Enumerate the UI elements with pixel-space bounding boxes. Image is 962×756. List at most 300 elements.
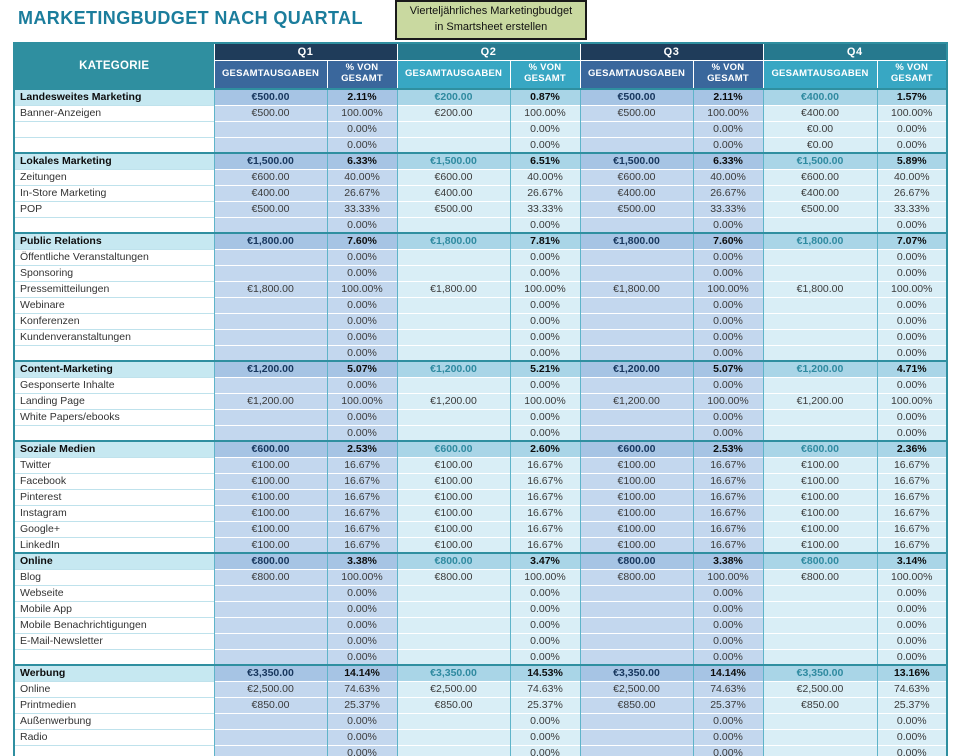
percent-cell[interactable]: 0.00% [693, 729, 763, 745]
q4-gesamtausgaben-header[interactable]: GESAMTAUSGABEN [763, 60, 877, 89]
percent-cell[interactable]: 100.00% [693, 393, 763, 409]
category-cell[interactable]: Webinare [14, 297, 214, 313]
percent-cell[interactable]: 0.00% [877, 137, 947, 153]
amount-cell[interactable] [763, 585, 877, 601]
amount-cell[interactable] [397, 345, 510, 361]
percent-cell[interactable]: 100.00% [327, 281, 397, 297]
percent-cell[interactable]: 7.81% [510, 233, 580, 249]
amount-cell[interactable] [214, 649, 327, 665]
amount-cell[interactable] [397, 729, 510, 745]
percent-cell[interactable]: 25.37% [877, 697, 947, 713]
category-cell[interactable]: Online [14, 553, 214, 569]
amount-cell[interactable]: €500.00 [214, 105, 327, 121]
percent-cell[interactable]: 74.63% [510, 681, 580, 697]
amount-cell[interactable] [397, 265, 510, 281]
percent-cell[interactable]: 33.33% [877, 201, 947, 217]
amount-cell[interactable]: €2,500.00 [214, 681, 327, 697]
amount-cell[interactable] [397, 297, 510, 313]
amount-cell[interactable] [397, 713, 510, 729]
amount-cell[interactable] [397, 649, 510, 665]
amount-cell[interactable] [763, 601, 877, 617]
amount-cell[interactable] [214, 633, 327, 649]
percent-cell[interactable]: 2.11% [327, 89, 397, 105]
amount-cell[interactable]: €1,500.00 [580, 153, 693, 169]
category-cell[interactable]: Online [14, 681, 214, 697]
category-cell[interactable]: Radio [14, 729, 214, 745]
percent-cell[interactable]: 0.00% [693, 633, 763, 649]
percent-cell[interactable]: 0.00% [877, 649, 947, 665]
amount-cell[interactable] [763, 633, 877, 649]
amount-cell[interactable] [580, 585, 693, 601]
percent-cell[interactable]: 16.67% [510, 457, 580, 473]
amount-cell[interactable]: €1,800.00 [580, 233, 693, 249]
percent-cell[interactable]: 100.00% [877, 281, 947, 297]
percent-cell[interactable]: 2.53% [327, 441, 397, 457]
amount-cell[interactable]: €100.00 [763, 457, 877, 473]
amount-cell[interactable]: €400.00 [763, 105, 877, 121]
quarter-header-q1[interactable]: Q1 [214, 43, 397, 60]
percent-cell[interactable]: 5.07% [693, 361, 763, 377]
amount-cell[interactable] [763, 345, 877, 361]
percent-cell[interactable]: 16.67% [877, 505, 947, 521]
amount-cell[interactable] [580, 345, 693, 361]
amount-cell[interactable]: €400.00 [763, 89, 877, 105]
amount-cell[interactable] [580, 265, 693, 281]
category-cell[interactable]: Content-Marketing [14, 361, 214, 377]
percent-cell[interactable]: 0.00% [693, 585, 763, 601]
percent-cell[interactable]: 100.00% [693, 105, 763, 121]
amount-cell[interactable]: €100.00 [397, 505, 510, 521]
amount-cell[interactable]: €1,200.00 [763, 393, 877, 409]
percent-cell[interactable]: 16.67% [877, 537, 947, 553]
percent-cell[interactable]: 0.00% [327, 217, 397, 233]
amount-cell[interactable]: €500.00 [580, 201, 693, 217]
amount-cell[interactable]: €100.00 [214, 521, 327, 537]
amount-cell[interactable]: €600.00 [763, 169, 877, 185]
percent-cell[interactable]: 0.00% [693, 329, 763, 345]
amount-cell[interactable] [214, 409, 327, 425]
category-cell[interactable]: In-Store Marketing [14, 185, 214, 201]
percent-cell[interactable]: 0.00% [877, 377, 947, 393]
category-cell[interactable]: Werbung [14, 665, 214, 681]
percent-cell[interactable]: 26.67% [877, 185, 947, 201]
amount-cell[interactable] [397, 745, 510, 756]
amount-cell[interactable]: €100.00 [214, 537, 327, 553]
category-cell[interactable]: Twitter [14, 457, 214, 473]
amount-cell[interactable] [397, 137, 510, 153]
amount-cell[interactable]: €2,500.00 [397, 681, 510, 697]
amount-cell[interactable] [214, 729, 327, 745]
percent-cell[interactable]: 0.00% [693, 265, 763, 281]
amount-cell[interactable] [397, 121, 510, 137]
category-cell[interactable]: Außenwerbung [14, 713, 214, 729]
percent-cell[interactable]: 0.00% [510, 121, 580, 137]
amount-cell[interactable] [397, 409, 510, 425]
amount-cell[interactable]: €1,800.00 [763, 233, 877, 249]
percent-cell[interactable]: 0.00% [510, 617, 580, 633]
amount-cell[interactable]: €500.00 [214, 89, 327, 105]
percent-cell[interactable]: 0.00% [693, 713, 763, 729]
amount-cell[interactable]: €2,500.00 [580, 681, 693, 697]
percent-cell[interactable]: 0.00% [510, 265, 580, 281]
amount-cell[interactable] [763, 329, 877, 345]
percent-cell[interactable]: 0.00% [510, 249, 580, 265]
percent-cell[interactable]: 100.00% [327, 105, 397, 121]
percent-cell[interactable]: 100.00% [510, 393, 580, 409]
amount-cell[interactable] [580, 425, 693, 441]
percent-cell[interactable]: 2.36% [877, 441, 947, 457]
percent-cell[interactable]: 0.00% [327, 377, 397, 393]
amount-cell[interactable]: €600.00 [580, 441, 693, 457]
category-cell[interactable]: LinkedIn [14, 537, 214, 553]
percent-cell[interactable]: 3.38% [327, 553, 397, 569]
amount-cell[interactable]: €1,800.00 [214, 233, 327, 249]
amount-cell[interactable] [763, 249, 877, 265]
amount-cell[interactable]: €600.00 [214, 441, 327, 457]
category-cell[interactable]: Google+ [14, 521, 214, 537]
percent-cell[interactable]: 0.00% [327, 249, 397, 265]
percent-cell[interactable]: 25.37% [327, 697, 397, 713]
amount-cell[interactable] [580, 409, 693, 425]
category-cell[interactable]: Public Relations [14, 233, 214, 249]
percent-cell[interactable]: 16.67% [510, 505, 580, 521]
percent-cell[interactable]: 0.00% [327, 729, 397, 745]
amount-cell[interactable] [763, 425, 877, 441]
amount-cell[interactable]: €1,800.00 [763, 281, 877, 297]
percent-cell[interactable]: 0.00% [510, 745, 580, 756]
amount-cell[interactable]: €1,500.00 [397, 153, 510, 169]
amount-cell[interactable] [397, 633, 510, 649]
percent-cell[interactable]: 6.33% [327, 153, 397, 169]
amount-cell[interactable]: €800.00 [214, 569, 327, 585]
percent-cell[interactable]: 100.00% [693, 569, 763, 585]
amount-cell[interactable]: €100.00 [580, 473, 693, 489]
create-in-smartsheet-button[interactable] [395, 0, 587, 40]
category-cell[interactable]: Landing Page [14, 393, 214, 409]
percent-cell[interactable]: 5.07% [327, 361, 397, 377]
amount-cell[interactable] [763, 729, 877, 745]
percent-cell[interactable]: 0.00% [877, 121, 947, 137]
percent-cell[interactable]: 0.00% [877, 409, 947, 425]
amount-cell[interactable]: €3,350.00 [580, 665, 693, 681]
percent-cell[interactable]: 0.00% [693, 137, 763, 153]
percent-cell[interactable]: 16.67% [327, 537, 397, 553]
amount-cell[interactable]: €600.00 [397, 441, 510, 457]
q2-gesamtausgaben-header[interactable]: GESAMTAUSGABEN [397, 60, 510, 89]
amount-cell[interactable]: €500.00 [580, 89, 693, 105]
amount-cell[interactable]: €2,500.00 [763, 681, 877, 697]
category-cell[interactable] [14, 217, 214, 233]
percent-cell[interactable]: 0.00% [510, 217, 580, 233]
percent-cell[interactable]: 0.00% [693, 745, 763, 756]
amount-cell[interactable]: €850.00 [763, 697, 877, 713]
percent-cell[interactable]: 2.60% [510, 441, 580, 457]
percent-cell[interactable]: 0.00% [510, 329, 580, 345]
amount-cell[interactable]: €400.00 [397, 185, 510, 201]
percent-cell[interactable]: 0.00% [877, 713, 947, 729]
amount-cell[interactable] [397, 585, 510, 601]
amount-cell[interactable]: €800.00 [580, 569, 693, 585]
amount-cell[interactable]: €800.00 [214, 553, 327, 569]
amount-cell[interactable] [763, 409, 877, 425]
percent-cell[interactable]: 74.63% [327, 681, 397, 697]
category-cell[interactable]: Instagram [14, 505, 214, 521]
category-cell[interactable]: Kundenveranstaltungen [14, 329, 214, 345]
amount-cell[interactable]: €100.00 [763, 473, 877, 489]
percent-cell[interactable]: 0.00% [327, 265, 397, 281]
amount-cell[interactable] [214, 601, 327, 617]
amount-cell[interactable]: €200.00 [397, 105, 510, 121]
amount-cell[interactable]: €0.00 [763, 121, 877, 137]
amount-cell[interactable] [397, 217, 510, 233]
percent-cell[interactable]: 0.00% [877, 217, 947, 233]
category-cell[interactable] [14, 745, 214, 756]
percent-cell[interactable]: 0.00% [877, 313, 947, 329]
percent-cell[interactable]: 7.60% [327, 233, 397, 249]
percent-cell[interactable]: 0.00% [693, 297, 763, 313]
amount-cell[interactable]: €800.00 [397, 569, 510, 585]
amount-cell[interactable] [214, 713, 327, 729]
category-cell[interactable]: Zeitungen [14, 169, 214, 185]
category-cell[interactable] [14, 137, 214, 153]
percent-cell[interactable]: 16.67% [877, 521, 947, 537]
percent-cell[interactable]: 100.00% [877, 105, 947, 121]
percent-cell[interactable]: 0.00% [510, 585, 580, 601]
amount-cell[interactable]: €400.00 [763, 185, 877, 201]
percent-cell[interactable]: 0.00% [510, 297, 580, 313]
amount-cell[interactable]: €100.00 [763, 505, 877, 521]
amount-cell[interactable] [763, 713, 877, 729]
category-cell[interactable]: Webseite [14, 585, 214, 601]
amount-cell[interactable]: €1,800.00 [397, 233, 510, 249]
column-header-kategorie[interactable]: KATEGORIE [14, 43, 214, 89]
percent-cell[interactable]: 14.14% [327, 665, 397, 681]
amount-cell[interactable]: €100.00 [397, 537, 510, 553]
percent-cell[interactable]: 16.67% [693, 505, 763, 521]
amount-cell[interactable]: €1,800.00 [397, 281, 510, 297]
amount-cell[interactable]: €100.00 [580, 457, 693, 473]
amount-cell[interactable]: €1,800.00 [580, 281, 693, 297]
percent-cell[interactable]: 40.00% [510, 169, 580, 185]
percent-cell[interactable]: 0.00% [327, 617, 397, 633]
percent-cell[interactable]: 0.00% [510, 633, 580, 649]
percent-cell[interactable]: 0.00% [693, 313, 763, 329]
amount-cell[interactable] [214, 345, 327, 361]
percent-cell[interactable]: 0.00% [510, 601, 580, 617]
amount-cell[interactable]: €600.00 [580, 169, 693, 185]
percent-cell[interactable]: 100.00% [327, 569, 397, 585]
percent-cell[interactable]: 100.00% [877, 393, 947, 409]
amount-cell[interactable] [763, 377, 877, 393]
amount-cell[interactable]: €100.00 [214, 473, 327, 489]
amount-cell[interactable] [580, 649, 693, 665]
amount-cell[interactable]: €100.00 [580, 505, 693, 521]
amount-cell[interactable]: €1,200.00 [763, 361, 877, 377]
amount-cell[interactable]: €1,200.00 [580, 361, 693, 377]
category-cell[interactable]: Mobile App [14, 601, 214, 617]
percent-cell[interactable]: 5.21% [510, 361, 580, 377]
percent-cell[interactable]: 0.00% [877, 729, 947, 745]
percent-cell[interactable]: 100.00% [510, 281, 580, 297]
percent-cell[interactable]: 0.00% [693, 121, 763, 137]
amount-cell[interactable] [580, 297, 693, 313]
percent-cell[interactable]: 0.00% [327, 137, 397, 153]
amount-cell[interactable] [214, 425, 327, 441]
amount-cell[interactable] [763, 297, 877, 313]
category-cell[interactable]: Öffentliche Veranstaltungen [14, 249, 214, 265]
amount-cell[interactable]: €800.00 [397, 553, 510, 569]
percent-cell[interactable]: 0.00% [877, 425, 947, 441]
percent-cell[interactable]: 16.67% [877, 489, 947, 505]
amount-cell[interactable]: €600.00 [763, 441, 877, 457]
q1-gesamtausgaben-header[interactable]: GESAMTAUSGABEN [214, 60, 327, 89]
percent-cell[interactable]: 3.47% [510, 553, 580, 569]
percent-cell[interactable]: 40.00% [327, 169, 397, 185]
amount-cell[interactable]: €3,350.00 [397, 665, 510, 681]
amount-cell[interactable]: €200.00 [397, 89, 510, 105]
amount-cell[interactable] [214, 329, 327, 345]
amount-cell[interactable]: €500.00 [214, 201, 327, 217]
amount-cell[interactable]: €500.00 [397, 201, 510, 217]
quarter-header-q4[interactable]: Q4 [763, 43, 947, 60]
percent-cell[interactable]: 16.67% [510, 537, 580, 553]
amount-cell[interactable] [763, 265, 877, 281]
category-cell[interactable] [14, 345, 214, 361]
amount-cell[interactable] [397, 377, 510, 393]
amount-cell[interactable] [763, 649, 877, 665]
amount-cell[interactable] [580, 249, 693, 265]
amount-cell[interactable] [580, 729, 693, 745]
amount-cell[interactable]: €100.00 [580, 489, 693, 505]
percent-cell[interactable]: 33.33% [327, 201, 397, 217]
percent-cell[interactable]: 16.67% [877, 473, 947, 489]
amount-cell[interactable]: €850.00 [580, 697, 693, 713]
amount-cell[interactable]: €800.00 [580, 553, 693, 569]
percent-cell[interactable]: 0.00% [510, 649, 580, 665]
percent-cell[interactable]: 0.00% [327, 585, 397, 601]
amount-cell[interactable]: €400.00 [214, 185, 327, 201]
amount-cell[interactable] [214, 585, 327, 601]
percent-cell[interactable]: 26.67% [693, 185, 763, 201]
category-cell[interactable]: Banner-Anzeigen [14, 105, 214, 121]
amount-cell[interactable]: €500.00 [763, 201, 877, 217]
percent-cell[interactable]: 0.00% [327, 713, 397, 729]
percent-cell[interactable]: 0.00% [327, 601, 397, 617]
percent-cell[interactable]: 16.67% [510, 473, 580, 489]
percent-cell[interactable]: 0.00% [510, 345, 580, 361]
amount-cell[interactable]: €100.00 [580, 537, 693, 553]
percent-cell[interactable]: 0.00% [510, 713, 580, 729]
category-cell[interactable]: Mobile Benachrichtigungen [14, 617, 214, 633]
percent-cell[interactable]: 40.00% [693, 169, 763, 185]
percent-cell[interactable]: 16.67% [510, 521, 580, 537]
percent-cell[interactable]: 0.00% [877, 601, 947, 617]
amount-cell[interactable]: €100.00 [763, 489, 877, 505]
amount-cell[interactable] [214, 377, 327, 393]
percent-cell[interactable]: 6.51% [510, 153, 580, 169]
percent-cell[interactable]: 0.00% [510, 137, 580, 153]
amount-cell[interactable]: €600.00 [214, 169, 327, 185]
amount-cell[interactable] [580, 137, 693, 153]
amount-cell[interactable]: €100.00 [763, 521, 877, 537]
percent-cell[interactable]: 0.00% [877, 249, 947, 265]
percent-cell[interactable]: 0.00% [693, 425, 763, 441]
amount-cell[interactable] [214, 137, 327, 153]
category-cell[interactable] [14, 425, 214, 441]
category-cell[interactable]: Landesweites Marketing [14, 89, 214, 105]
percent-cell[interactable]: 100.00% [327, 393, 397, 409]
category-cell[interactable]: E-Mail-Newsletter [14, 633, 214, 649]
percent-cell[interactable]: 0.00% [327, 345, 397, 361]
amount-cell[interactable]: €3,350.00 [214, 665, 327, 681]
percent-cell[interactable]: 16.67% [693, 489, 763, 505]
amount-cell[interactable]: €500.00 [580, 105, 693, 121]
amount-cell[interactable]: €100.00 [580, 521, 693, 537]
category-cell[interactable]: Pinterest [14, 489, 214, 505]
percent-cell[interactable]: 14.14% [693, 665, 763, 681]
amount-cell[interactable] [580, 121, 693, 137]
percent-cell[interactable]: 0.00% [693, 601, 763, 617]
amount-cell[interactable] [580, 601, 693, 617]
percent-cell[interactable]: 13.16% [877, 665, 947, 681]
percent-cell[interactable]: 0.00% [693, 409, 763, 425]
amount-cell[interactable] [763, 617, 877, 633]
percent-cell[interactable]: 7.60% [693, 233, 763, 249]
amount-cell[interactable]: €100.00 [397, 473, 510, 489]
percent-cell[interactable]: 0.00% [327, 121, 397, 137]
category-cell[interactable]: Gesponserte Inhalte [14, 377, 214, 393]
category-cell[interactable]: Lokales Marketing [14, 153, 214, 169]
q3-prozent-header[interactable]: % VON GESAMT [693, 60, 763, 89]
amount-cell[interactable] [580, 617, 693, 633]
percent-cell[interactable]: 0.00% [877, 345, 947, 361]
percent-cell[interactable]: 6.33% [693, 153, 763, 169]
percent-cell[interactable]: 16.67% [693, 521, 763, 537]
amount-cell[interactable]: €100.00 [214, 505, 327, 521]
percent-cell[interactable]: 0.00% [877, 329, 947, 345]
percent-cell[interactable]: 4.71% [877, 361, 947, 377]
category-cell[interactable]: Blog [14, 569, 214, 585]
percent-cell[interactable]: 16.67% [693, 457, 763, 473]
amount-cell[interactable] [580, 329, 693, 345]
amount-cell[interactable] [580, 633, 693, 649]
percent-cell[interactable]: 0.00% [510, 409, 580, 425]
amount-cell[interactable]: €100.00 [397, 457, 510, 473]
quarter-header-q2[interactable]: Q2 [397, 43, 580, 60]
amount-cell[interactable] [580, 313, 693, 329]
amount-cell[interactable] [214, 617, 327, 633]
percent-cell[interactable]: 0.00% [510, 425, 580, 441]
percent-cell[interactable]: 100.00% [877, 569, 947, 585]
amount-cell[interactable] [580, 217, 693, 233]
percent-cell[interactable]: 0.00% [327, 409, 397, 425]
percent-cell[interactable]: 0.00% [877, 297, 947, 313]
q1-prozent-header[interactable]: % VON GESAMT [327, 60, 397, 89]
amount-cell[interactable] [397, 329, 510, 345]
percent-cell[interactable]: 40.00% [877, 169, 947, 185]
percent-cell[interactable]: 0.00% [693, 345, 763, 361]
amount-cell[interactable]: €1,200.00 [214, 393, 327, 409]
amount-cell[interactable]: €850.00 [214, 697, 327, 713]
amount-cell[interactable]: €1,200.00 [214, 361, 327, 377]
percent-cell[interactable]: 16.67% [327, 521, 397, 537]
percent-cell[interactable]: 16.67% [327, 489, 397, 505]
amount-cell[interactable] [580, 713, 693, 729]
percent-cell[interactable]: 26.67% [327, 185, 397, 201]
percent-cell[interactable]: 0.00% [510, 377, 580, 393]
amount-cell[interactable] [214, 313, 327, 329]
amount-cell[interactable]: €1,200.00 [397, 361, 510, 377]
